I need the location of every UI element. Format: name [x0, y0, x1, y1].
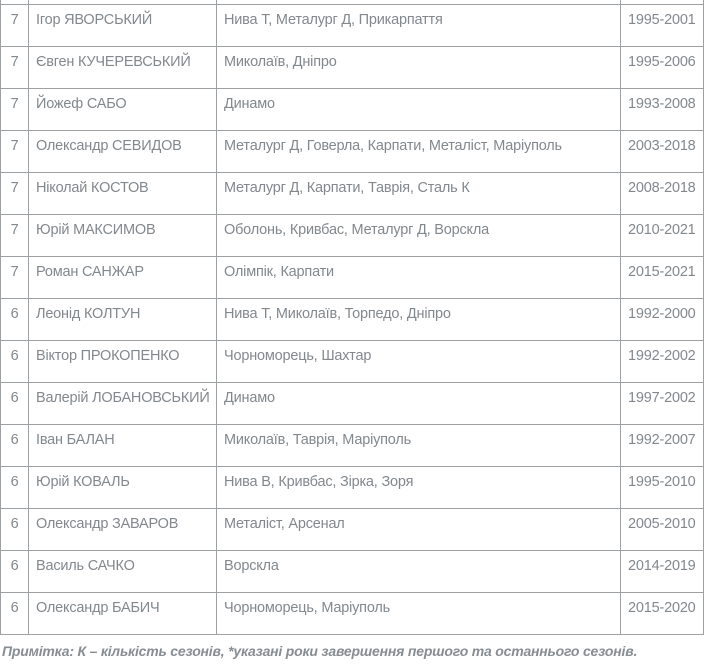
coach-name-cell: Йожеф САБО: [29, 89, 217, 130]
years-cell: 2008-2018: [621, 173, 704, 214]
coach-name-cell: Ігор ЯВОРСЬКИЙ: [29, 5, 217, 46]
years-cell: 1992-2007: [621, 425, 704, 466]
clubs-cell: Ворскла: [217, 551, 621, 592]
table-row: [1, 551, 704, 593]
coach-name-cell: Юрій МАКСИМОВ: [29, 215, 217, 256]
clubs-cell: Динамо: [217, 383, 621, 424]
seasons-count-cell: 6: [1, 551, 29, 592]
coach-name-cell: Юрій КОВАЛЬ: [29, 467, 217, 508]
years-cell: 2003-2018: [621, 131, 704, 172]
years-cell: 1995-2010: [621, 467, 704, 508]
seasons-count-cell: 6: [1, 299, 29, 340]
years-cell: 2015-2020: [621, 593, 704, 634]
table-row: [1, 467, 704, 509]
seasons-count-cell: 6: [1, 425, 29, 466]
seasons-count-cell: 6: [1, 509, 29, 550]
clubs-cell: Металург Д, Говерла, Карпати, Металіст, Маріуполь: [217, 131, 621, 172]
clubs-cell: Чорноморець, Шахтар: [217, 341, 621, 382]
years-cell: 2010-2021: [621, 215, 704, 256]
table-row: [1, 425, 704, 467]
coach-name-cell: Леонід КОЛТУН: [29, 299, 217, 340]
clubs-cell: Нива В, Кривбас, Зірка, Зоря: [217, 467, 621, 508]
seasons-count-cell: 7: [1, 257, 29, 298]
clubs-cell: Миколаїв, Таврія, Маріуполь: [217, 425, 621, 466]
coach-name-cell: Роман САНЖАР: [29, 257, 217, 298]
seasons-count-cell: 7: [1, 5, 29, 46]
seasons-count-cell: 7: [1, 131, 29, 172]
table-row: [1, 5, 704, 47]
years-cell: 1993-2008: [621, 89, 704, 130]
clubs-cell: Олімпік, Карпати: [217, 257, 621, 298]
years-cell: 2015-2021: [621, 257, 704, 298]
seasons-count-cell: 6: [1, 383, 29, 424]
clubs-cell: Нива Т, Металург Д, Прикарпаття: [217, 5, 621, 46]
clubs-cell: Металург Д, Карпати, Таврія, Сталь К: [217, 173, 621, 214]
footnote: Примітка: К – кількість сезонів, *указані роки завершення першого та останнього сезонів.: [2, 643, 638, 659]
table-row: [1, 383, 704, 425]
table-row: [1, 173, 704, 215]
years-cell: 2014-2019: [621, 551, 704, 592]
coach-name-cell: Василь САЧКО: [29, 551, 217, 592]
years-cell: 1995-2006: [621, 47, 704, 88]
table-row: [1, 341, 704, 383]
seasons-count-cell: 7: [1, 47, 29, 88]
table-row: [1, 593, 704, 635]
seasons-count-cell: 7: [1, 173, 29, 214]
table-row: [1, 509, 704, 551]
table-row: [1, 299, 704, 341]
years-cell: 1992-2002: [621, 341, 704, 382]
clubs-cell: Оболонь, Кривбас, Металург Д, Ворскла: [217, 215, 621, 256]
clubs-cell: Миколаїв, Дніпро: [217, 47, 621, 88]
table-body: [1, 5, 704, 635]
table-row: [1, 131, 704, 173]
coach-name-cell: Олександр СЕВИДОВ: [29, 131, 217, 172]
seasons-count-cell: 7: [1, 215, 29, 256]
seasons-count-cell: 6: [1, 341, 29, 382]
years-cell: 2005-2010: [621, 509, 704, 550]
clubs-cell: Динамо: [217, 89, 621, 130]
coach-name-cell: Іван БАЛАН: [29, 425, 217, 466]
coach-name-cell: Олександр БАБИЧ: [29, 593, 217, 634]
coach-name-cell: Ніколай КОСТОВ: [29, 173, 217, 214]
seasons-count-cell: 6: [1, 467, 29, 508]
seasons-count-cell: 6: [1, 593, 29, 634]
clubs-cell: Чорноморець, Маріуполь: [217, 593, 621, 634]
coach-name-cell: Євген КУЧЕРЕВСЬКИЙ: [29, 47, 217, 88]
years-cell: 1997-2002: [621, 383, 704, 424]
clubs-cell: Металіст, Арсенал: [217, 509, 621, 550]
years-cell: 1992-2000: [621, 299, 704, 340]
table-row: [1, 215, 704, 257]
coach-name-cell: Олександр ЗАВАРОВ: [29, 509, 217, 550]
table-row: [1, 257, 704, 299]
table-row: [1, 47, 704, 89]
table-row: [1, 89, 704, 131]
seasons-count-cell: 7: [1, 89, 29, 130]
coach-name-cell: Віктор ПРОКОПЕНКО: [29, 341, 217, 382]
coach-name-cell: Валерій ЛОБАНОВСЬКИЙ: [29, 383, 217, 424]
years-cell: 1995-2001: [621, 5, 704, 46]
clubs-cell: Нива Т, Миколаїв, Торпедо, Дніпро: [217, 299, 621, 340]
